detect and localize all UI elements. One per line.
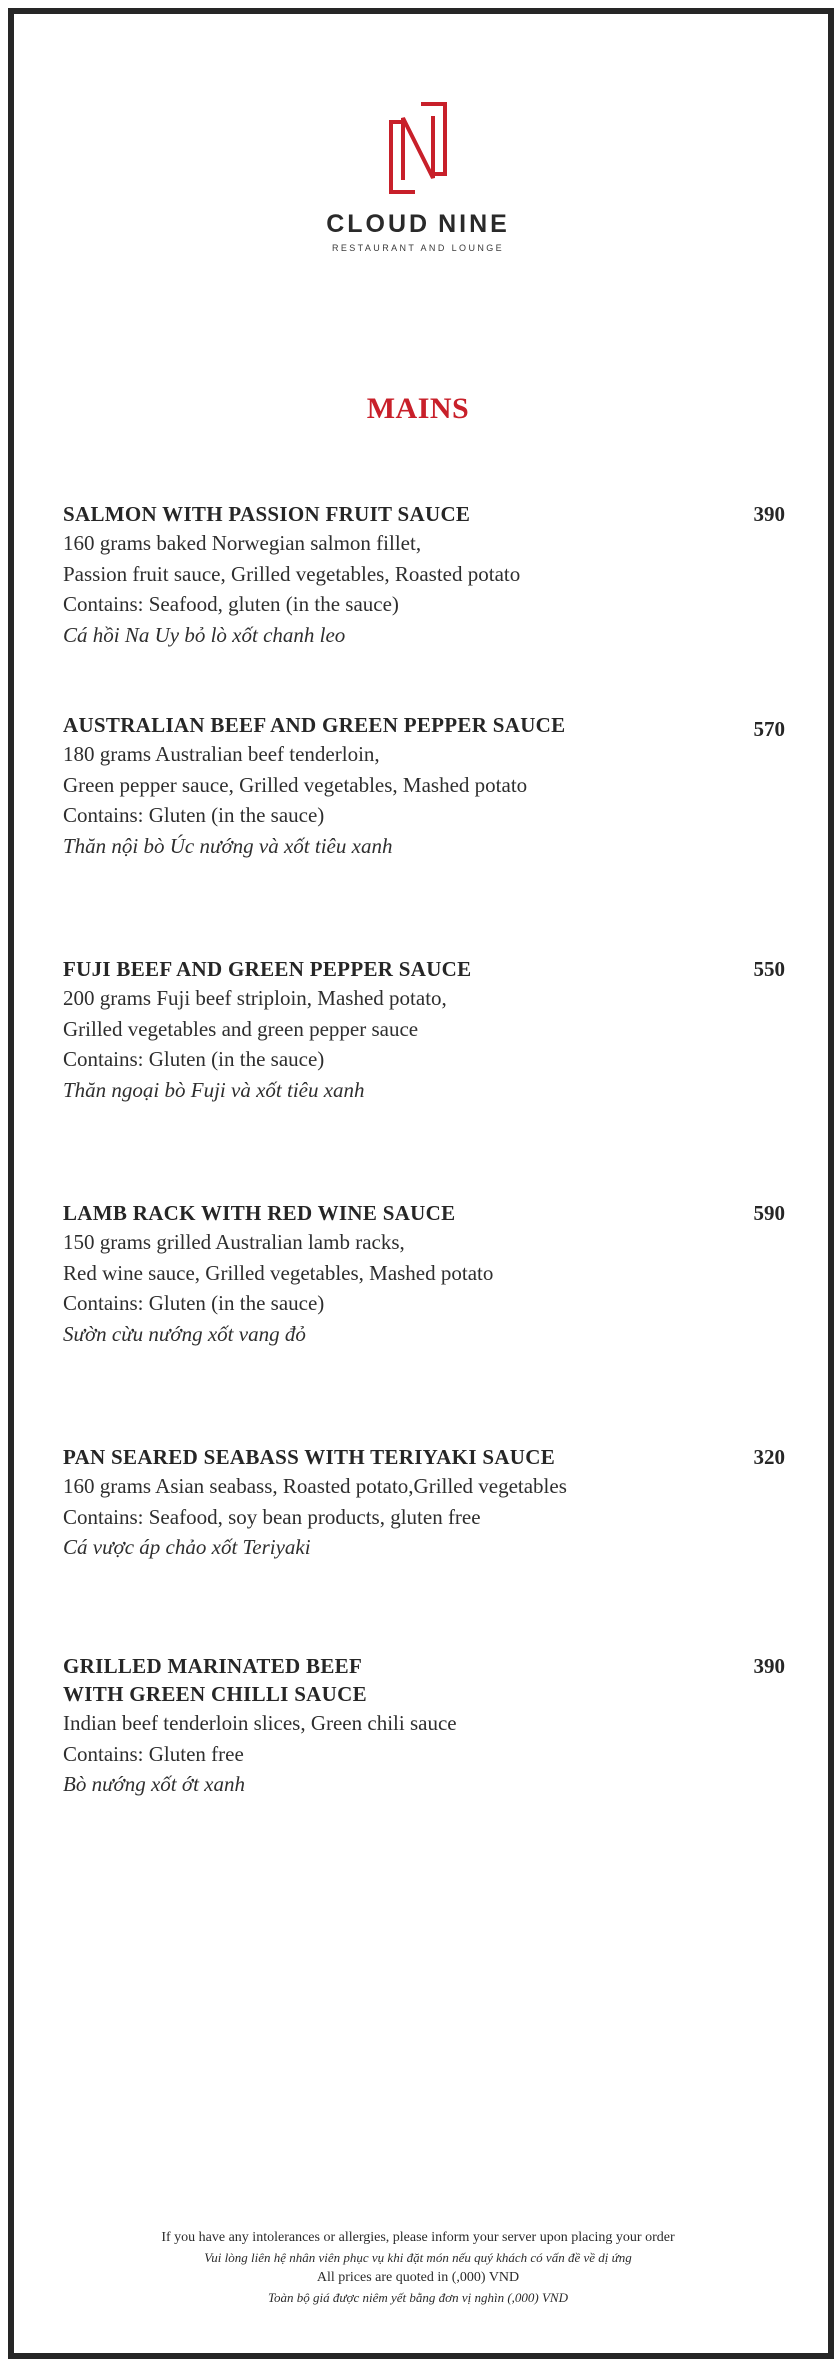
menu-item-allergens: Contains: Gluten free — [63, 1741, 244, 1766]
price-notice-vn: Toàn bộ giá được niêm yết bằng đơn vị nghìn (,000) VND — [268, 2290, 568, 2305]
menu-item-vietnamese-name: Thăn nội bò Úc nướng và xốt tiêu xanh — [63, 833, 393, 858]
menu-item-price: 320 — [753, 1445, 785, 1469]
allergy-notice-en: If you have any intolerances or allergies, please inform your server upon placing your order — [161, 2230, 675, 2245]
menu-item-vietnamese-name: Thăn ngoại bò Fuji và xốt tiêu xanh — [63, 1077, 365, 1102]
brand-name — [0, 210, 836, 239]
menu-item-description: 200 grams Fuji beef striploin, Mashed potato, — [63, 986, 447, 1010]
menu-item-allergens: Contains: Gluten (in the sauce) — [63, 1047, 325, 1071]
brand-name-cloud: CLOUD — [326, 210, 431, 238]
menu-item — [63, 500, 783, 650]
menu-item-description: Red wine sauce, Grilled vegetables, Mashed potato — [63, 1260, 494, 1285]
menu-item-description: 180 grams Australian beef tenderloin, — [63, 742, 380, 766]
menu-item-vietnamese-name: Sườn cừu nướng xốt vang đỏ — [63, 1321, 306, 1346]
price-notice-en: All prices are quoted in (,000) VND — [316, 2270, 520, 2285]
menu-item-name: AUSTRALIAN BEEF AND GREEN PEPPER SAUCE — [63, 713, 566, 737]
restaurant-logo — [0, 100, 836, 253]
menu-item-vietnamese-name: Cá vược áp chảo xốt Teriyaki — [63, 1535, 311, 1559]
menu-item — [63, 1443, 783, 1563]
menu-border — [8, 8, 834, 2359]
menu-item-description: Passion fruit sauce, Grilled vegetables, Roasted potato — [63, 561, 521, 586]
menu-item-name: LAMB RACK WITH RED WINE SAUCE — [63, 1201, 456, 1225]
menu-item-price: 590 — [753, 1201, 785, 1225]
menu-item-name: FUJI BEEF AND GREEN PEPPER SAUCE — [63, 957, 472, 981]
menu-item-name: PAN SEARED SEABASS WITH TERIYAKI SAUCE — [63, 1445, 556, 1469]
menu-item-description: Grilled vegetables and green pepper sauce — [63, 1016, 419, 1041]
cloud-nine-monogram-icon — [387, 100, 449, 196]
menu-item-vietnamese-name: Bò nướng xốt ớt xanh — [63, 1772, 246, 1796]
menu-item-price: 550 — [753, 957, 785, 981]
menu-item-description: 160 grams baked Norwegian salmon fillet, — [63, 531, 422, 555]
menu-item-name: GRILLED MARINATED BEEF — [63, 1654, 363, 1678]
menu-item-allergens: Contains: Gluten (in the sauce) — [63, 803, 325, 827]
menu-item-allergens: Contains: Seafood, gluten (in the sauce) — [63, 592, 399, 616]
menu-item-price: 570 — [753, 717, 785, 741]
brand-tagline: RESTAURANT AND LOUNGE — [331, 243, 505, 253]
menu-item — [63, 1652, 783, 1800]
menu-item-description: 150 grams grilled Australian lamb racks, — [63, 1230, 405, 1254]
menu-item-name: WITH GREEN CHILLI SAUCE — [63, 1682, 367, 1706]
menu-item-allergens: Contains: Seafood, soy bean products, gluten free — [63, 1504, 481, 1529]
brand-name-nine: NINE — [438, 210, 510, 238]
menu-item-name: SALMON WITH PASSION FRUIT SAUCE — [63, 502, 471, 526]
menu-item-description: 160 grams Asian seabass, Roasted potato,Grilled vegetables — [63, 1474, 567, 1498]
menu-item — [63, 1199, 783, 1349]
menu-item — [63, 711, 783, 861]
menu-footer — [0, 2228, 836, 2308]
menu-item-price: 390 — [753, 502, 785, 526]
menu-item-price: 390 — [753, 1654, 785, 1678]
menu-item-description: Indian beef tenderloin slices, Green chili sauce — [63, 1711, 457, 1735]
menu-item-vietnamese-name: Cá hồi Na Uy bỏ lò xốt chanh leo — [63, 622, 346, 647]
menu-item-description: Green pepper sauce, Grilled vegetables, Mashed potato — [63, 772, 528, 797]
menu-item-allergens: Contains: Gluten (in the sauce) — [63, 1291, 325, 1315]
menu-item — [63, 955, 783, 1105]
section-title: MAINS — [366, 392, 470, 425]
allergy-notice-vn: Vui lòng liên hệ nhân viên phục vụ khi đặt món nếu quý khách có vấn đề về dị ứng — [204, 2250, 632, 2265]
